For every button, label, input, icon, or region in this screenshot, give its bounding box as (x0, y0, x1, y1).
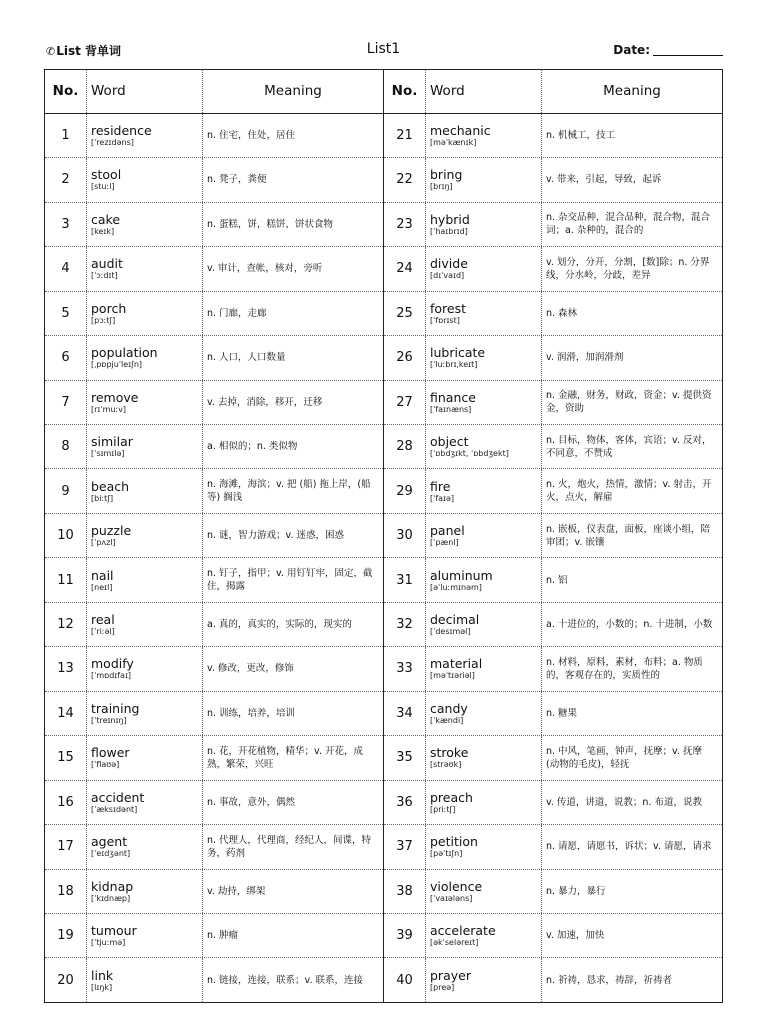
table-row (45, 736, 383, 780)
entry-number: 11 (45, 558, 87, 601)
entry-phonetic: [ˈfɒrɪst] (430, 315, 460, 325)
table-row (45, 958, 383, 1001)
entry-number: 7 (45, 381, 87, 424)
entry-word: panel (430, 523, 465, 539)
entry-word: population (91, 345, 158, 361)
table-row (384, 736, 722, 780)
entry-meaning: a. 相似的；n. 类似物 (207, 441, 298, 453)
entry-word-cell (87, 870, 203, 913)
entry-word: flower (91, 745, 130, 761)
entry-word: link (91, 967, 114, 983)
entry-word-cell (87, 292, 203, 335)
table-header-row (384, 70, 722, 114)
entry-meaning: a. 真的，真实的，实际的，现实的 (207, 619, 352, 630)
entry-word-cell (426, 381, 542, 424)
entry-meaning: n. 暴力，暴行 (546, 885, 606, 897)
entry-phonetic: [ˈæksɪdənt] (91, 804, 138, 814)
entry-meaning: n. 请愿，请愿书，诉状；v. 请愿，请求 (546, 841, 712, 853)
entry-meaning: n. 铝 (546, 574, 568, 586)
entry-word-cell (87, 825, 203, 868)
entry-word: nail (91, 567, 114, 583)
entry-meaning: v. 修改，更改，修饰 (207, 663, 294, 675)
entry-word-cell (87, 425, 203, 468)
entry-number: 5 (45, 292, 87, 335)
entry-phonetic: [ˈfaɪnæns] (430, 404, 472, 414)
entry-word: kidnap (91, 878, 134, 894)
entry-word: candy (430, 700, 468, 716)
table-row (384, 158, 722, 202)
entry-number: 8 (45, 425, 87, 468)
vocabulary-table (44, 69, 723, 1003)
entry-meaning: n. 杂交品种，混合品种，混合物，混合词；a. 杂种的，混合的 (546, 212, 711, 237)
column-header-meaning: Meaning (264, 82, 322, 99)
entry-meaning: n. 训练，培养，培训 (207, 707, 296, 719)
entry-word-cell (87, 781, 203, 824)
entry-word-cell (87, 514, 203, 557)
entry-word-cell (426, 692, 542, 735)
entry-word-cell (426, 158, 542, 201)
table-left-half (45, 70, 384, 1002)
entry-meaning: v. 加速，加快 (546, 930, 605, 942)
entry-word: bring (430, 167, 463, 183)
entry-phonetic: [preə] (430, 982, 455, 992)
entry-phonetic: [ˈtreɪnɪŋ] (91, 715, 127, 725)
entry-meaning: n. 嵌板，仪表盘，面板，座谈小组，陪审团；v. 嵌镶 (546, 523, 711, 548)
entry-number: 6 (45, 336, 87, 379)
table-row (384, 292, 722, 336)
entry-meaning: n. 祈祷，恳求，祷辞，祈祷者 (546, 974, 673, 986)
table-row (384, 692, 722, 736)
entry-word-cell (87, 336, 203, 379)
entry-word-cell (426, 825, 542, 868)
entry-number: 25 (384, 292, 426, 335)
entry-meaning: v. 带来，引起，导致，起诉 (546, 174, 662, 186)
entry-meaning: v. 传道，讲道，说教；n. 布道，说教 (546, 796, 702, 808)
entry-word: remove (91, 389, 139, 405)
entry-word-cell (426, 514, 542, 557)
entry-word: decimal (430, 612, 480, 627)
table-row (45, 158, 383, 202)
table-row (45, 647, 383, 691)
table-row (45, 336, 383, 380)
entry-meaning: n. 蛋糕，饼，糕饼，饼状食物 (207, 218, 334, 230)
table-row (384, 870, 722, 914)
entry-number: 12 (45, 603, 87, 646)
entry-word-cell (426, 603, 542, 646)
entry-number: 26 (384, 336, 426, 379)
table-row (45, 381, 383, 425)
entry-word: similar (91, 434, 133, 450)
entry-word: petition (430, 834, 478, 850)
entry-phonetic: [ˈkændi] (430, 715, 464, 725)
table-row (384, 958, 722, 1001)
entry-word-cell (87, 647, 203, 690)
entry-number: 16 (45, 781, 87, 824)
entry-meaning: n. 金融，财务，财政，资金；v. 提供资金，资助 (546, 390, 712, 415)
date-field (613, 43, 723, 57)
entry-number: 30 (384, 514, 426, 557)
entry-word-cell (87, 603, 203, 646)
table-row (45, 914, 383, 958)
entry-word-cell (87, 692, 203, 735)
phone-icon: ✆ (46, 45, 56, 58)
entry-word-cell (87, 958, 203, 1001)
entry-number: 13 (45, 647, 87, 690)
entry-phonetic: [ˈluːbrɪˌkeɪt] (430, 360, 478, 370)
entry-word-cell (426, 425, 542, 468)
entry-word-cell (87, 736, 203, 779)
entry-meaning: n. 海滩，海滨；v. 把 (船) 拖上岸，(船等) 搁浅 (207, 479, 371, 504)
entry-number: 34 (384, 692, 426, 735)
entry-number: 3 (45, 203, 87, 246)
table-row (384, 781, 722, 825)
entry-meaning: n. 材料，原料，素材，布料；a. 物质的，客观存在的，实质性的 (546, 656, 703, 681)
entry-word: mechanic (430, 123, 491, 139)
entry-phonetic: [priːtʃ] (430, 804, 456, 814)
entry-phonetic: [biːtʃ] (91, 493, 114, 503)
table-row (384, 514, 722, 558)
entry-word: preach (430, 789, 473, 805)
entry-word-cell (87, 203, 203, 246)
entry-word: aluminum (430, 567, 493, 583)
brand-label: List 背单词 (56, 44, 122, 58)
entry-word: real (91, 612, 115, 627)
entry-word-cell (426, 781, 542, 824)
entry-phonetic: [ˈdesɪməl] (430, 627, 471, 636)
entry-meaning: n. 目标，物体，客体，宾语；v. 反对，不同意，不赞成 (546, 434, 712, 459)
entry-phonetic: [rɪˈmuːv] (91, 404, 126, 414)
entry-number: 27 (384, 381, 426, 424)
entry-word: hybrid (430, 211, 470, 227)
table-row (45, 514, 383, 558)
entry-number: 23 (384, 203, 426, 246)
entry-meaning: n. 门廊，走廊 (207, 307, 267, 319)
entry-phonetic: [pɔːtʃ] (91, 315, 116, 325)
entry-word-cell (87, 158, 203, 201)
entry-phonetic: [ˈvaɪələns] (430, 893, 473, 903)
entry-phonetic: [ˈmɒdɪfaɪ] (91, 671, 132, 681)
entry-word-cell (426, 336, 542, 379)
entry-word: puzzle (91, 523, 132, 539)
entry-number: 19 (45, 914, 87, 957)
entry-phonetic: [keɪk] (91, 226, 115, 236)
table-row (384, 603, 722, 647)
table-row (384, 469, 722, 513)
entry-phonetic: [ˈfaɪə] (430, 493, 455, 503)
entry-word-cell (426, 958, 542, 1001)
entry-meaning: n. 谜，智力游戏；v. 迷惑，困惑 (207, 530, 344, 542)
entry-phonetic: [pəˈtɪʃn] (430, 849, 463, 859)
entry-phonetic: [ˈflaʊə] (91, 760, 120, 770)
entry-word: residence (91, 123, 152, 139)
entry-phonetic: [ˌpɒpjuˈleɪʃn] (91, 360, 143, 370)
entry-phonetic: [ˈɒbdʒɪkt, ˈɒbdʒekt] (430, 449, 509, 459)
entry-word: audit (91, 256, 123, 272)
entry-word: forest (430, 300, 467, 316)
entry-phonetic: [strəʊk] (430, 760, 462, 770)
entry-word-cell (87, 558, 203, 601)
entry-word-cell (426, 203, 542, 246)
entry-phonetic: [ˈrezɪdəns] (91, 138, 134, 148)
entry-word: lubricate (430, 345, 486, 361)
entry-number: 31 (384, 558, 426, 601)
entry-word-cell (87, 469, 203, 512)
entry-word-cell (426, 647, 542, 690)
entry-phonetic: [brɪŋ] (430, 182, 453, 192)
column-header-no: No. (45, 70, 87, 113)
table-row (384, 247, 722, 291)
entry-phonetic: [ˈhaɪbrɪd] (430, 226, 468, 236)
entry-number: 35 (384, 736, 426, 779)
column-header-no: No. (384, 70, 426, 113)
entry-phonetic: [neɪl] (91, 582, 113, 592)
column-header-word: Word (87, 70, 203, 113)
entry-meaning: n. 肿瘤 (207, 930, 239, 942)
column-header-word: Word (426, 70, 542, 113)
entry-meaning: n. 链接，连接，联系；v. 联系，连接 (207, 974, 363, 986)
entry-word-cell (87, 114, 203, 157)
entry-number: 17 (45, 825, 87, 868)
entry-phonetic: [ˈpʌzl] (91, 538, 116, 548)
entry-phonetic: [əkˈseləreɪt] (430, 938, 479, 948)
table-row (45, 247, 383, 291)
table-row (45, 603, 383, 647)
entry-word-cell (87, 381, 203, 424)
table-row (45, 825, 383, 869)
entry-word: prayer (430, 967, 471, 983)
entry-word: tumour (91, 923, 137, 939)
entry-number: 4 (45, 247, 87, 290)
entry-meaning: n. 住宅，住处，居住 (207, 130, 296, 142)
entry-word-cell (426, 736, 542, 779)
entry-word: modify (91, 656, 134, 672)
entry-word: violence (430, 878, 483, 894)
entry-word: divide (430, 256, 468, 272)
entry-number: 36 (384, 781, 426, 824)
entry-meaning: v. 去掉，消除，移开，迁移 (207, 396, 323, 408)
table-header-row (45, 70, 383, 114)
entry-meaning: n. 事故，意外，偶然 (207, 796, 296, 808)
entry-meaning: v. 润滑，加润滑剂 (546, 352, 624, 364)
entry-word: object (430, 434, 469, 450)
entry-number: 20 (45, 958, 87, 1001)
entry-number: 9 (45, 469, 87, 512)
entry-number: 2 (45, 158, 87, 201)
entry-number: 1 (45, 114, 87, 157)
entry-word-cell (426, 558, 542, 601)
entry-word: beach (91, 478, 130, 494)
column-header-meaning: Meaning (603, 82, 661, 99)
table-row (384, 825, 722, 869)
entry-word: porch (91, 300, 127, 316)
entry-phonetic: [ˈɔːdɪt] (91, 271, 118, 281)
entry-meaning: n. 火，炮火，热情，激情；v. 射击，开火，点火，解雇 (546, 479, 712, 504)
entry-meaning: n. 中风，笔画，钟声，抚摩；v. 抚摩 (动物的毛皮)，轻抚 (546, 745, 702, 770)
entry-word: stroke (430, 745, 469, 761)
entry-word: training (91, 700, 140, 716)
entry-number: 32 (384, 603, 426, 646)
entry-phonetic: [məˈtɪəriəl] (430, 671, 475, 681)
entry-meaning: v. 划分，分开，分割，[数]除；n. 分界线，分水岭，分歧，差异 (546, 256, 710, 281)
table-row (384, 425, 722, 469)
entry-number: 33 (384, 647, 426, 690)
table-row (45, 781, 383, 825)
entry-word: accident (91, 789, 145, 805)
entry-number: 21 (384, 114, 426, 157)
entry-meaning: n. 人口，人口数量 (207, 352, 286, 364)
entry-number: 14 (45, 692, 87, 735)
entry-number: 10 (45, 514, 87, 557)
entry-phonetic: [lɪŋk] (91, 982, 113, 992)
table-row (384, 203, 722, 247)
table-row (45, 292, 383, 336)
entry-phonetic: [ˈpænl] (430, 538, 459, 548)
table-row (384, 914, 722, 958)
entry-phonetic: [əˈluːmɪnəm] (430, 582, 482, 592)
entry-phonetic: [dɪˈvaɪd] (430, 271, 465, 281)
table-row (45, 425, 383, 469)
entry-word-cell (426, 914, 542, 957)
entry-number: 28 (384, 425, 426, 468)
table-row (384, 647, 722, 691)
entry-meaning: n. 凳子，粪便 (207, 174, 267, 186)
date-label: Date: (613, 43, 650, 57)
entry-word-cell (426, 469, 542, 512)
entry-phonetic: [ˈeɪdʒənt] (91, 849, 131, 859)
entry-number: 18 (45, 870, 87, 913)
entry-word: finance (430, 389, 476, 405)
entry-phonetic: [ˈriːəl] (91, 627, 115, 636)
entry-number: 40 (384, 958, 426, 1001)
entry-number: 39 (384, 914, 426, 957)
page-header (44, 40, 723, 62)
entry-word-cell (87, 914, 203, 957)
date-blank-line (653, 55, 723, 56)
table-row (384, 381, 722, 425)
entry-word-cell (426, 114, 542, 157)
entry-number: 22 (384, 158, 426, 201)
entry-number: 37 (384, 825, 426, 868)
entry-phonetic: [ˈtjuːmə] (91, 938, 126, 948)
entry-word-cell (426, 870, 542, 913)
table-right-half (384, 70, 722, 1002)
entry-meaning: n. 钉子，指甲；v. 用钉钉牢，固定，截住，揭露 (207, 568, 373, 593)
entry-word: stool (91, 167, 122, 183)
entry-word-cell (426, 247, 542, 290)
table-row (45, 692, 383, 736)
entry-meaning: a. 十进位的，小数的；n. 十进制，小数 (546, 619, 713, 630)
entry-meaning: n. 机械工，技工 (546, 130, 616, 142)
entry-phonetic: [ˈsɪmɪlə] (91, 449, 125, 459)
entry-meaning: n. 花，开花植物，精华；v. 开花，成熟，繁荣，兴旺 (207, 745, 363, 770)
table-row (45, 203, 383, 247)
table-row (45, 114, 383, 158)
entry-word-cell (426, 292, 542, 335)
entry-number: 15 (45, 736, 87, 779)
table-row (384, 558, 722, 602)
entry-meaning: v. 审计，查帐，核对，旁听 (207, 263, 323, 275)
table-row (384, 336, 722, 380)
entry-word: cake (91, 211, 121, 227)
entry-number: 29 (384, 469, 426, 512)
table-row (384, 114, 722, 158)
entry-meaning: n. 代理人，代理商，经纪人，间谍，特务，药剂 (207, 834, 372, 859)
table-row (45, 469, 383, 513)
entry-phonetic: [stuːl] (91, 182, 115, 192)
entry-word-cell (87, 247, 203, 290)
entry-phonetic: [məˈkænɪk] (430, 138, 477, 148)
entry-word: agent (91, 834, 128, 850)
table-row (45, 870, 383, 914)
page-title: List1 (366, 41, 401, 57)
entry-word: material (430, 656, 483, 672)
entry-meaning: n. 糖果 (546, 707, 578, 719)
entry-number: 24 (384, 247, 426, 290)
entry-word: fire (430, 478, 451, 494)
entry-meaning: n. 森林 (546, 307, 578, 319)
entry-phonetic: [ˈkɪdnæp] (91, 893, 131, 903)
entry-meaning: v. 劫持，绑架 (207, 885, 266, 897)
table-row (45, 558, 383, 602)
entry-word: accelerate (430, 923, 496, 939)
entry-number: 38 (384, 870, 426, 913)
